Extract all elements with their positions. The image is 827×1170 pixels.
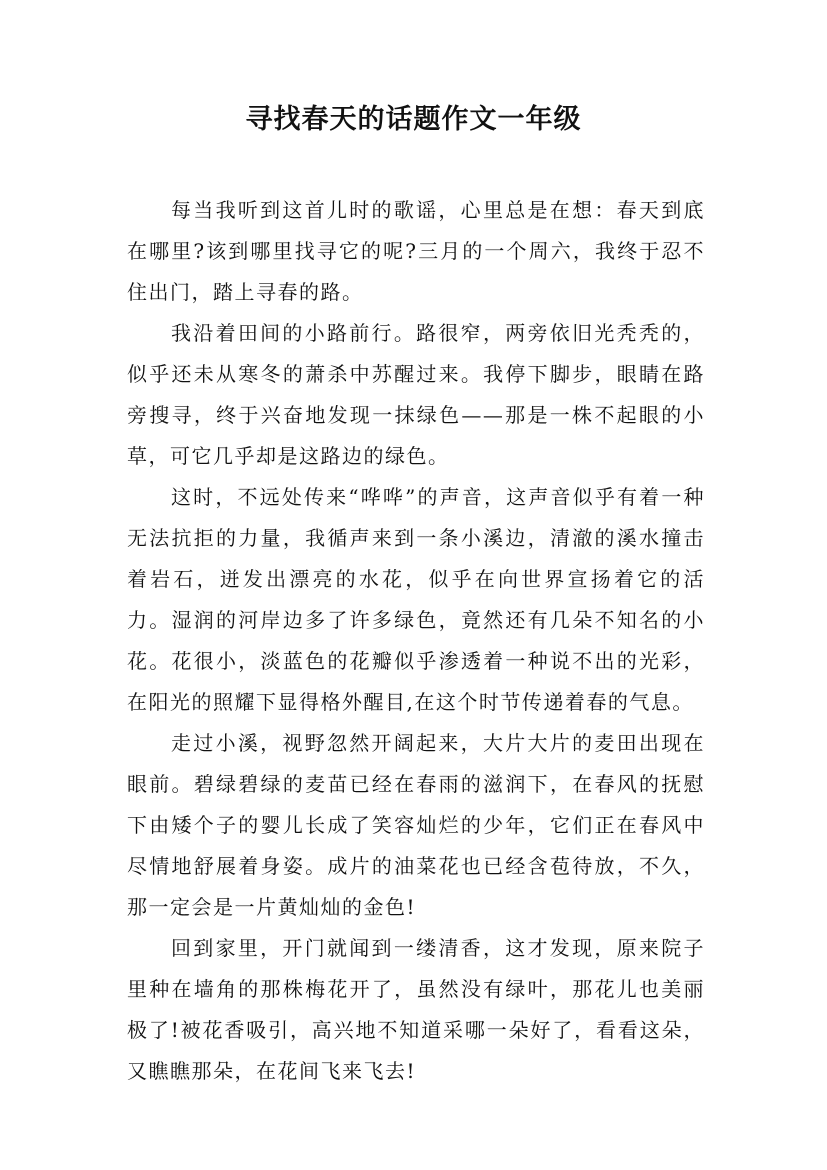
paragraph-4: 走过小溪，视野忽然开阔起来，大片大片的麦田出现在眼前。碧绿碧绿的麦苗已经在春雨的滋润下，在春风的抚慰下由矮个子的婴儿长成了笑容灿烂的少年，它们正在春风中尽情地舒展着身姿。成片的油菜花也已经含苞待放，不久，那一定会是一片黄灿灿的金色! bbox=[127, 731, 705, 919]
document-title: 寻找春天的话题作文一年级 bbox=[245, 104, 582, 135]
paragraph-1: 每当我听到这首儿时的歌谣，心里总是在想：春天到底在哪里?该到哪里找寻它的呢?三月的一个周六，我终于忍不住出门，踏上寻春的路。 bbox=[127, 198, 705, 304]
paragraph-3: 这时，不远处传来“哗哗”的声音，这声音似乎有着一种无法抗拒的力量，我循声来到一条小溪边，清澈的溪水撞击着岩石，迸发出漂亮的水花，似乎在向世界宣扬着它的活力。湿润的河岸边多了许多绿色，竟然还有几朵不知名的小花。花很小，淡蓝色的花瓣似乎渗透着一种说不出的光彩，在阳光的照耀下显得格外醒目,在这个时节传递着春的气息。 bbox=[127, 485, 705, 714]
document-body bbox=[127, 190, 705, 1092]
paragraph-2: 我沿着田间的小路前行。路很窄，两旁依旧光秃秃的，似乎还未从寒冬的萧杀中苏醒过来。我停下脚步，眼睛在路旁搜寻，终于兴奋地发现一抹绿色——那是一株不起眼的小草，可它几乎却是这路边的绿色。 bbox=[127, 321, 705, 468]
paragraph-5: 回到家里，开门就闻到一缕清香，这才发现，原来院子里种在墙角的那株梅花开了，虽然没有绿叶，那花儿也美丽极了!被花香吸引，高兴地不知道采哪一朵好了，看看这朵，又瞧瞧那朵，在花间飞来飞去! bbox=[127, 936, 705, 1083]
